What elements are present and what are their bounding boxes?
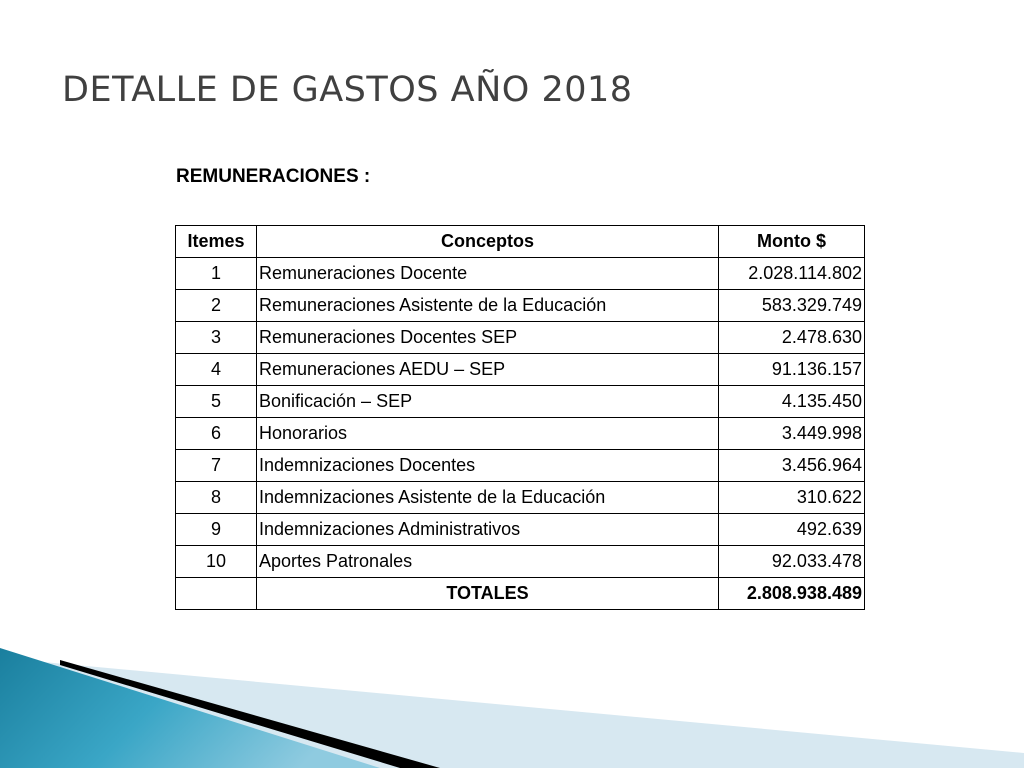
header-item: Itemes <box>176 226 257 258</box>
corner-decoration <box>0 638 1024 768</box>
totals-amount: 2.808.938.489 <box>719 578 865 610</box>
row-concept: Remuneraciones Docente <box>257 258 719 290</box>
table-row <box>176 354 865 386</box>
row-item: 10 <box>176 546 257 578</box>
row-item: 4 <box>176 354 257 386</box>
header-concept: Conceptos <box>257 226 719 258</box>
row-item: 5 <box>176 386 257 418</box>
row-concept: Aportes Patronales <box>257 546 719 578</box>
table-row <box>176 450 865 482</box>
section-label: REMUNERACIONES : <box>176 166 371 187</box>
row-concept: Remuneraciones Asistente de la Educación <box>257 290 719 322</box>
decoration-dark-stripe <box>60 660 440 768</box>
row-concept: Remuneraciones AEDU – SEP <box>257 354 719 386</box>
slide-title: DETALLE DE GASTOS AÑO 2018 <box>62 70 633 110</box>
row-concept: Honorarios <box>257 418 719 450</box>
decoration-light-band <box>0 658 1024 768</box>
table-row <box>176 418 865 450</box>
table-row <box>176 290 865 322</box>
row-item: 6 <box>176 418 257 450</box>
row-item: 8 <box>176 482 257 514</box>
row-item: 7 <box>176 450 257 482</box>
row-amount: 492.639 <box>719 514 865 546</box>
table-row <box>176 386 865 418</box>
row-amount: 2.478.630 <box>719 322 865 354</box>
totals-label: TOTALES <box>257 578 719 610</box>
header-amount: Monto $ <box>719 226 865 258</box>
row-amount: 2.028.114.802 <box>719 258 865 290</box>
totals-row <box>176 578 865 610</box>
row-amount: 91.136.157 <box>719 354 865 386</box>
row-concept: Indemnizaciones Asistente de la Educación <box>257 482 719 514</box>
row-concept: Indemnizaciones Administrativos <box>257 514 719 546</box>
row-amount: 3.456.964 <box>719 450 865 482</box>
row-amount: 4.135.450 <box>719 386 865 418</box>
expenses-table <box>175 225 865 610</box>
row-item: 2 <box>176 290 257 322</box>
table-row <box>176 258 865 290</box>
row-item: 9 <box>176 514 257 546</box>
table-row <box>176 322 865 354</box>
totals-empty-cell <box>176 578 257 610</box>
row-amount: 3.449.998 <box>719 418 865 450</box>
row-item: 3 <box>176 322 257 354</box>
row-amount: 310.622 <box>719 482 865 514</box>
row-amount: 583.329.749 <box>719 290 865 322</box>
row-amount: 92.033.478 <box>719 546 865 578</box>
table-row <box>176 546 865 578</box>
table-row <box>176 482 865 514</box>
row-concept: Remuneraciones Docentes SEP <box>257 322 719 354</box>
row-concept: Bonificación – SEP <box>257 386 719 418</box>
table-row <box>176 514 865 546</box>
decoration-teal-wedge <box>0 648 380 768</box>
row-item: 1 <box>176 258 257 290</box>
table-header-row <box>176 226 865 258</box>
row-concept: Indemnizaciones Docentes <box>257 450 719 482</box>
